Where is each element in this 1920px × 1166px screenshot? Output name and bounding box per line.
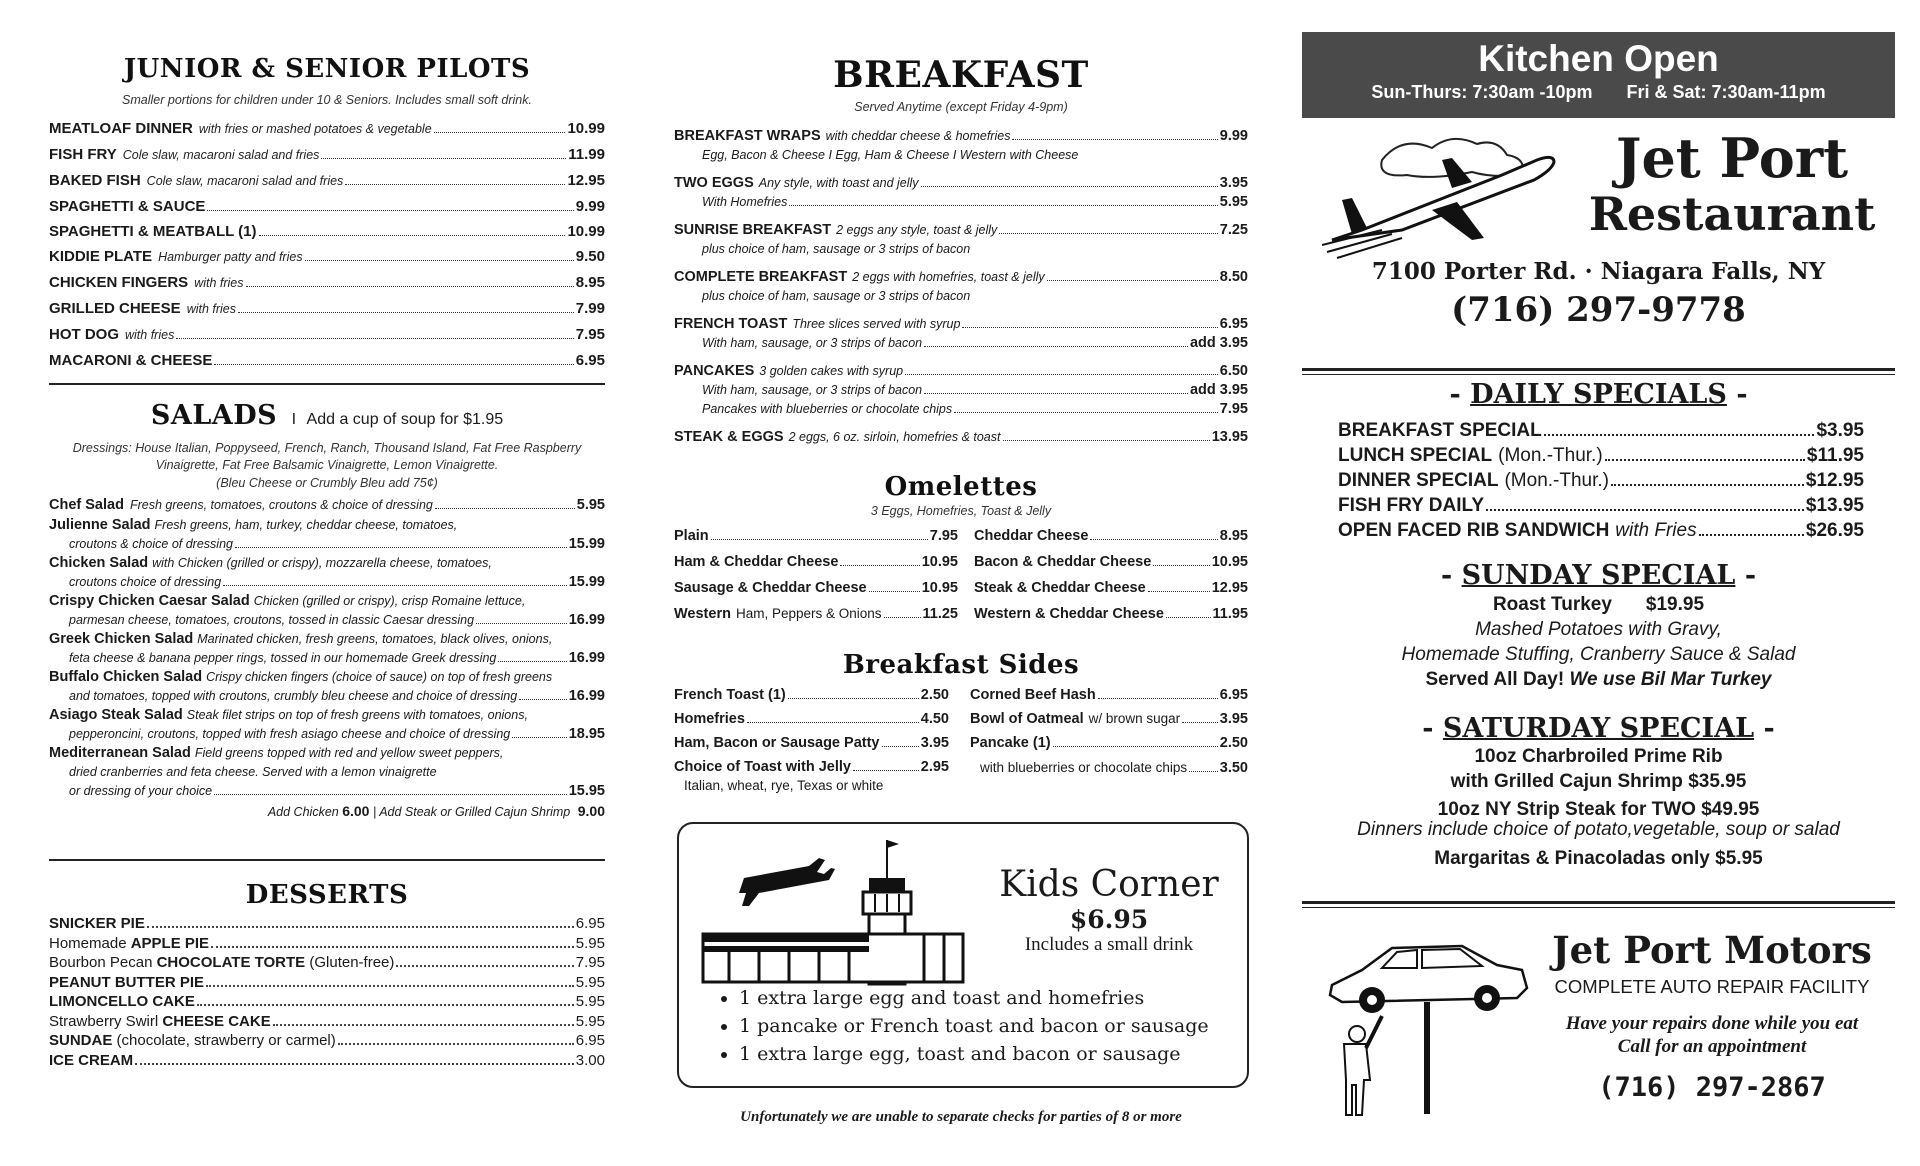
restaurant-logo: [1582, 126, 1882, 242]
divider: [1302, 374, 1895, 375]
footer-note: Unfortunately we are unable to separate checks for parties of 8 or more: [740, 1109, 1182, 1125]
side-item: Bowl of Oatmeal w/ brown sugar 3.95: [970, 711, 1248, 727]
omelette-item: Western & Cheddar Cheese 11.95: [974, 606, 1248, 622]
daily-specials-list: [1338, 418, 1864, 543]
kids-item: • 1 extra large egg and toast and homefries: [739, 984, 1209, 1012]
breakfast-title: BREAKFAST: [833, 54, 1089, 96]
side-item: French Toast (1) 2.50: [674, 687, 949, 703]
side-item: Pancake (1) 2.50: [970, 735, 1248, 751]
dessert-item: Homemade APPLE PIE 5.95: [49, 934, 605, 952]
kids-title-block: [989, 864, 1229, 956]
salads-list: [49, 494, 605, 822]
hours-weekday: Sun-Thurs: 7:30am -10pm: [1371, 82, 1593, 102]
dessert-item: Strawberry Swirl CHEESE CAKE 5.95: [49, 1012, 605, 1030]
jet-airplane-illustration: [1322, 130, 1572, 265]
junior-item: KIDDIE PLATE Hamburger patty and fries 9.50: [49, 248, 605, 265]
mediterranean-salad: Mediterranean Salad Field greens topped with red and yellow sweet peppers, dried cranberries and feta cheese. Served with a lemon vinaigrette or dressing of your choice 15.95: [49, 745, 605, 799]
sunrise-breakfast: SUNRISE BREAKFAST 2 eggs any style, toast & jelly 7.25 plus choice of ham, sausage or 3 strips of bacon: [674, 222, 1248, 256]
daily-special-item: LUNCH SPECIAL (Mon.-Thur.) $11.95: [1338, 445, 1864, 466]
breakfast-list: [674, 127, 1248, 456]
junior-title: JUNIOR & SENIOR PILOTS: [123, 54, 531, 84]
saturday-special-title: - SATURDAY SPECIAL -: [1422, 713, 1775, 744]
french-toast: FRENCH TOAST Three slices served with syrup 6.95 With ham, sausage, or 3 strips of bacon add 3.95: [674, 316, 1248, 351]
junior-item: SPAGHETTI & SAUCE 9.99: [49, 198, 605, 215]
kids-item: • 1 pancake or French toast and bacon or sausage: [739, 1012, 1209, 1040]
toast-note: Italian, wheat, rye, Texas or white: [684, 778, 884, 793]
kitchen-hours: [1302, 82, 1895, 103]
junior-item: GRILLED CHEESE with fries 7.99: [49, 300, 605, 317]
omelette-item: Western Ham, Peppers & Onions 11.25: [674, 606, 958, 622]
sides-left: [674, 683, 949, 793]
restaurant-name: Jet Port: [1615, 126, 1849, 190]
junior-subtitle: Smaller portions for children under 10 & Seniors. Includes small soft drink.: [122, 93, 532, 107]
side-item: Corned Beef Hash 6.95: [970, 687, 1248, 703]
complete-breakfast: COMPLETE BREAKFAST 2 eggs with homefries, toast & jelly 8.50 plus choice of ham, sausage or 3 strips of bacon: [674, 269, 1248, 303]
motors-line1: Have your repairs done while you eat: [1565, 1013, 1859, 1034]
divider: [1302, 901, 1895, 904]
sides-right: [970, 683, 1248, 793]
salad-addons: Add Chicken 6.00 | Add Steak or Grilled Cajun Shrimp 9.00: [267, 803, 605, 819]
dessert-item: LIMONCELLO CAKE 5.95: [49, 993, 605, 1010]
kids-item: • 1 extra large egg, toast and bacon or sausage: [739, 1040, 1209, 1068]
motors-phone: (716) 297-2867: [1598, 1072, 1826, 1103]
junior-item: MEATLOAF DINNER with fries or mashed potatoes & vegetable 10.99: [49, 120, 605, 137]
omelette-item: Cheddar Cheese 8.95: [974, 528, 1248, 544]
salad-items: [49, 516, 605, 744]
daily-special-item: DINNER SPECIAL (Mon.-Thur.) $12.95: [1338, 470, 1864, 491]
omelettes-left: [674, 523, 958, 627]
desserts-title: DESSERTS: [245, 880, 409, 910]
divider: [1302, 368, 1895, 371]
divider: [1302, 907, 1895, 908]
salads-header: [49, 400, 605, 431]
salads-bleu-note: (Bleu Cheese or Crumbly Bleu add 75¢): [216, 476, 438, 490]
salads-title: SALADS: [150, 400, 278, 431]
breakfast-subtitle: Served Anytime (except Friday 4-9pm): [854, 100, 1068, 114]
motors-name: Jet Port Motors: [1552, 928, 1872, 972]
omelette-item: Ham & Cheddar Cheese 10.95: [674, 554, 958, 570]
salads-addon: Add a cup of soup for $1.95: [306, 411, 504, 428]
omelette-item: Sausage & Cheddar Cheese 10.95: [674, 580, 958, 596]
omelette-item: Plain 7.95: [674, 528, 958, 544]
salad-item: Julienne Salad Fresh greens, ham, turkey, cheddar cheese, tomatoes, croutons & choice of dressing 15.99: [49, 517, 605, 552]
kitchen-open-banner: [1302, 32, 1895, 118]
dessert-item: Bourbon Pecan CHOCOLATE TORTE (Gluten-free) 7.95: [49, 954, 605, 971]
kitchen-title: Kitchen Open: [1478, 38, 1719, 79]
two-eggs: TWO EGGS Any style, with toast and jelly 3.95 With Homefries 5.95: [674, 175, 1248, 210]
salad-item: Crispy Chicken Caesar Salad Chicken (grilled or crispy), crisp Romaine lettuce, parmesan cheese, tomatoes, croutons, tossed in classic Caesar dressing 16.99: [49, 593, 605, 628]
junior-item: MACARONI & CHEESE 6.95: [49, 352, 605, 369]
kids-note: Includes a small drink: [1024, 934, 1194, 955]
junior-list: [49, 116, 605, 373]
kids-list: [721, 984, 1209, 1068]
dessert-item: SUNDAE (chocolate, strawberry or carmel) 6.95: [49, 1032, 605, 1049]
salads-separator: I: [291, 411, 297, 428]
kids-price: $6.95: [1069, 905, 1149, 934]
side-item: Choice of Toast with Jelly 2.95: [674, 759, 949, 775]
divider: [49, 859, 605, 861]
daily-special-item: BREAKFAST SPECIAL $3.95: [1338, 420, 1864, 441]
dessert-item: PEANUT BUTTER PIE 5.95: [49, 973, 605, 991]
junior-item: BAKED FISH Cole slaw, macaroni salad and fries 12.95: [49, 172, 605, 189]
breakfast-wraps: BREAKFAST WRAPS with cheddar cheese & homefries 9.99 Egg, Bacon & Cheese I Egg, Ham & Cheese I Western with Cheese: [674, 128, 1248, 162]
kids-corner-box: [677, 822, 1249, 1088]
motors-ad: [1532, 928, 1892, 1103]
pancake-note: with blueberries or chocolate chips 3.50: [980, 760, 1248, 776]
sunday-special-title: - SUNDAY SPECIAL -: [1440, 560, 1757, 591]
daily-special-item: OPEN FACED RIB SANDWICH with Fries $26.95: [1338, 520, 1864, 541]
airplane-icon: [739, 858, 835, 906]
junior-item: FISH FRY Cole slaw, macaroni salad and fries 11.99: [49, 146, 605, 163]
airport-tower-illustration: [699, 838, 969, 988]
salad-item: Chicken Salad with Chicken (grilled or crispy), mozzarella cheese, tomatoes, croutons choice of dressing 15.99: [49, 555, 605, 590]
hours-weekend: Fri & Sat: 7:30am-11pm: [1626, 82, 1826, 102]
side-item: Homefries 4.50: [674, 711, 949, 727]
salads-dressings: Dressings: House Italian, Poppyseed, French, Ranch, Thousand Island, Fat Free Raspberry Vinaigrette, Fat Free Balsamic Vinaigrette, Lemon Vinaigrette.: [72, 441, 582, 472]
car-mechanic-illustration: [1322, 940, 1532, 1120]
omelettes-title: Omelettes: [884, 472, 1038, 502]
restaurant-phone: (716) 297-9778: [1451, 290, 1746, 330]
chef-salad: Chef Salad Fresh greens, tomatoes, croutons & choice of dressing 5.95: [49, 497, 605, 513]
omelette-item: Steak & Cheddar Cheese 12.95: [974, 580, 1248, 596]
sunday-special-body: Roast Turkey $19.95 Mashed Potatoes with Gravy, Homemade Stuffing, Cranberry Sauce & Salad Served All Day! We use Bil Mar Turkey: [1401, 594, 1796, 690]
salad-item: Greek Chicken Salad Marinated chicken, fresh greens, tomatoes, black olives, onions, feta cheese & banana pepper rings, tossed in our homemade Greek dressing 16.99: [49, 631, 605, 666]
omelettes-subtitle: 3 Eggs, Homefries, Toast & Jelly: [870, 504, 1052, 518]
desserts-list: [49, 914, 605, 1070]
dessert-item: SNICKER PIE 6.95: [49, 915, 605, 932]
sides-title: Breakfast Sides: [842, 650, 1080, 680]
junior-item: HOT DOG with fries 7.95: [49, 326, 605, 343]
junior-item: CHICKEN FINGERS with fries 8.95: [49, 274, 605, 291]
pancakes: PANCAKES 3 golden cakes with syrup 6.50 With ham, sausage, or 3 strips of bacon add 3.95 Pancakes with blueberries or chocolate chips 7.95: [674, 363, 1248, 417]
motors-line2: Call for an appointment: [1617, 1036, 1807, 1057]
side-item: Ham, Bacon or Sausage Patty 3.95: [674, 735, 949, 751]
saturday-special-body: 10oz Charbroiled Prime Rib with Grilled Cajun Shrimp $35.95 10oz NY Strip Steak for TWO $49.95 Dinners include choice of potato,vegetable, soup or salad Margaritas & Pinacoladas only $5.95: [1357, 746, 1840, 869]
restaurant-address: 7100 Porter Rd. · Niagara Falls, NY: [1371, 258, 1826, 285]
omelettes-grid: [674, 523, 1248, 627]
omelette-item: Bacon & Cheddar Cheese 10.95: [974, 554, 1248, 570]
daily-special-item: FISH FRY DAILY $13.95: [1338, 495, 1864, 516]
divider: [49, 383, 605, 385]
dessert-item: ICE CREAM 3.00: [49, 1051, 605, 1069]
motors-tagline: COMPLETE AUTO REPAIR FACILITY: [1554, 976, 1870, 997]
sides-grid: [674, 683, 1248, 793]
restaurant-name-2: Restaurant: [1588, 187, 1876, 241]
salad-item: Asiago Steak Salad Steak filet strips on top of fresh greens with tomatoes, onions, pepperoncini, croutons, topped with fresh asiago cheese and choice of dressing 18.95: [49, 707, 605, 742]
junior-item: SPAGHETTI & MEATBALL (1) 10.99: [49, 223, 605, 240]
salad-item: Buffalo Chicken Salad Crispy chicken fingers (choice of sauce) on top of fresh greens and tomatoes, topped with croutons, crumbly bleu cheese and choice of dressing 16.99: [49, 669, 605, 704]
kids-title: Kids Corner: [999, 864, 1219, 905]
daily-specials-title: - DAILY SPECIALS -: [1449, 379, 1748, 410]
steak-eggs: STEAK & EGGS 2 eggs, 6 oz. sirloin, homefries & toast 13.95: [674, 429, 1248, 445]
omelettes-right: [974, 523, 1248, 627]
